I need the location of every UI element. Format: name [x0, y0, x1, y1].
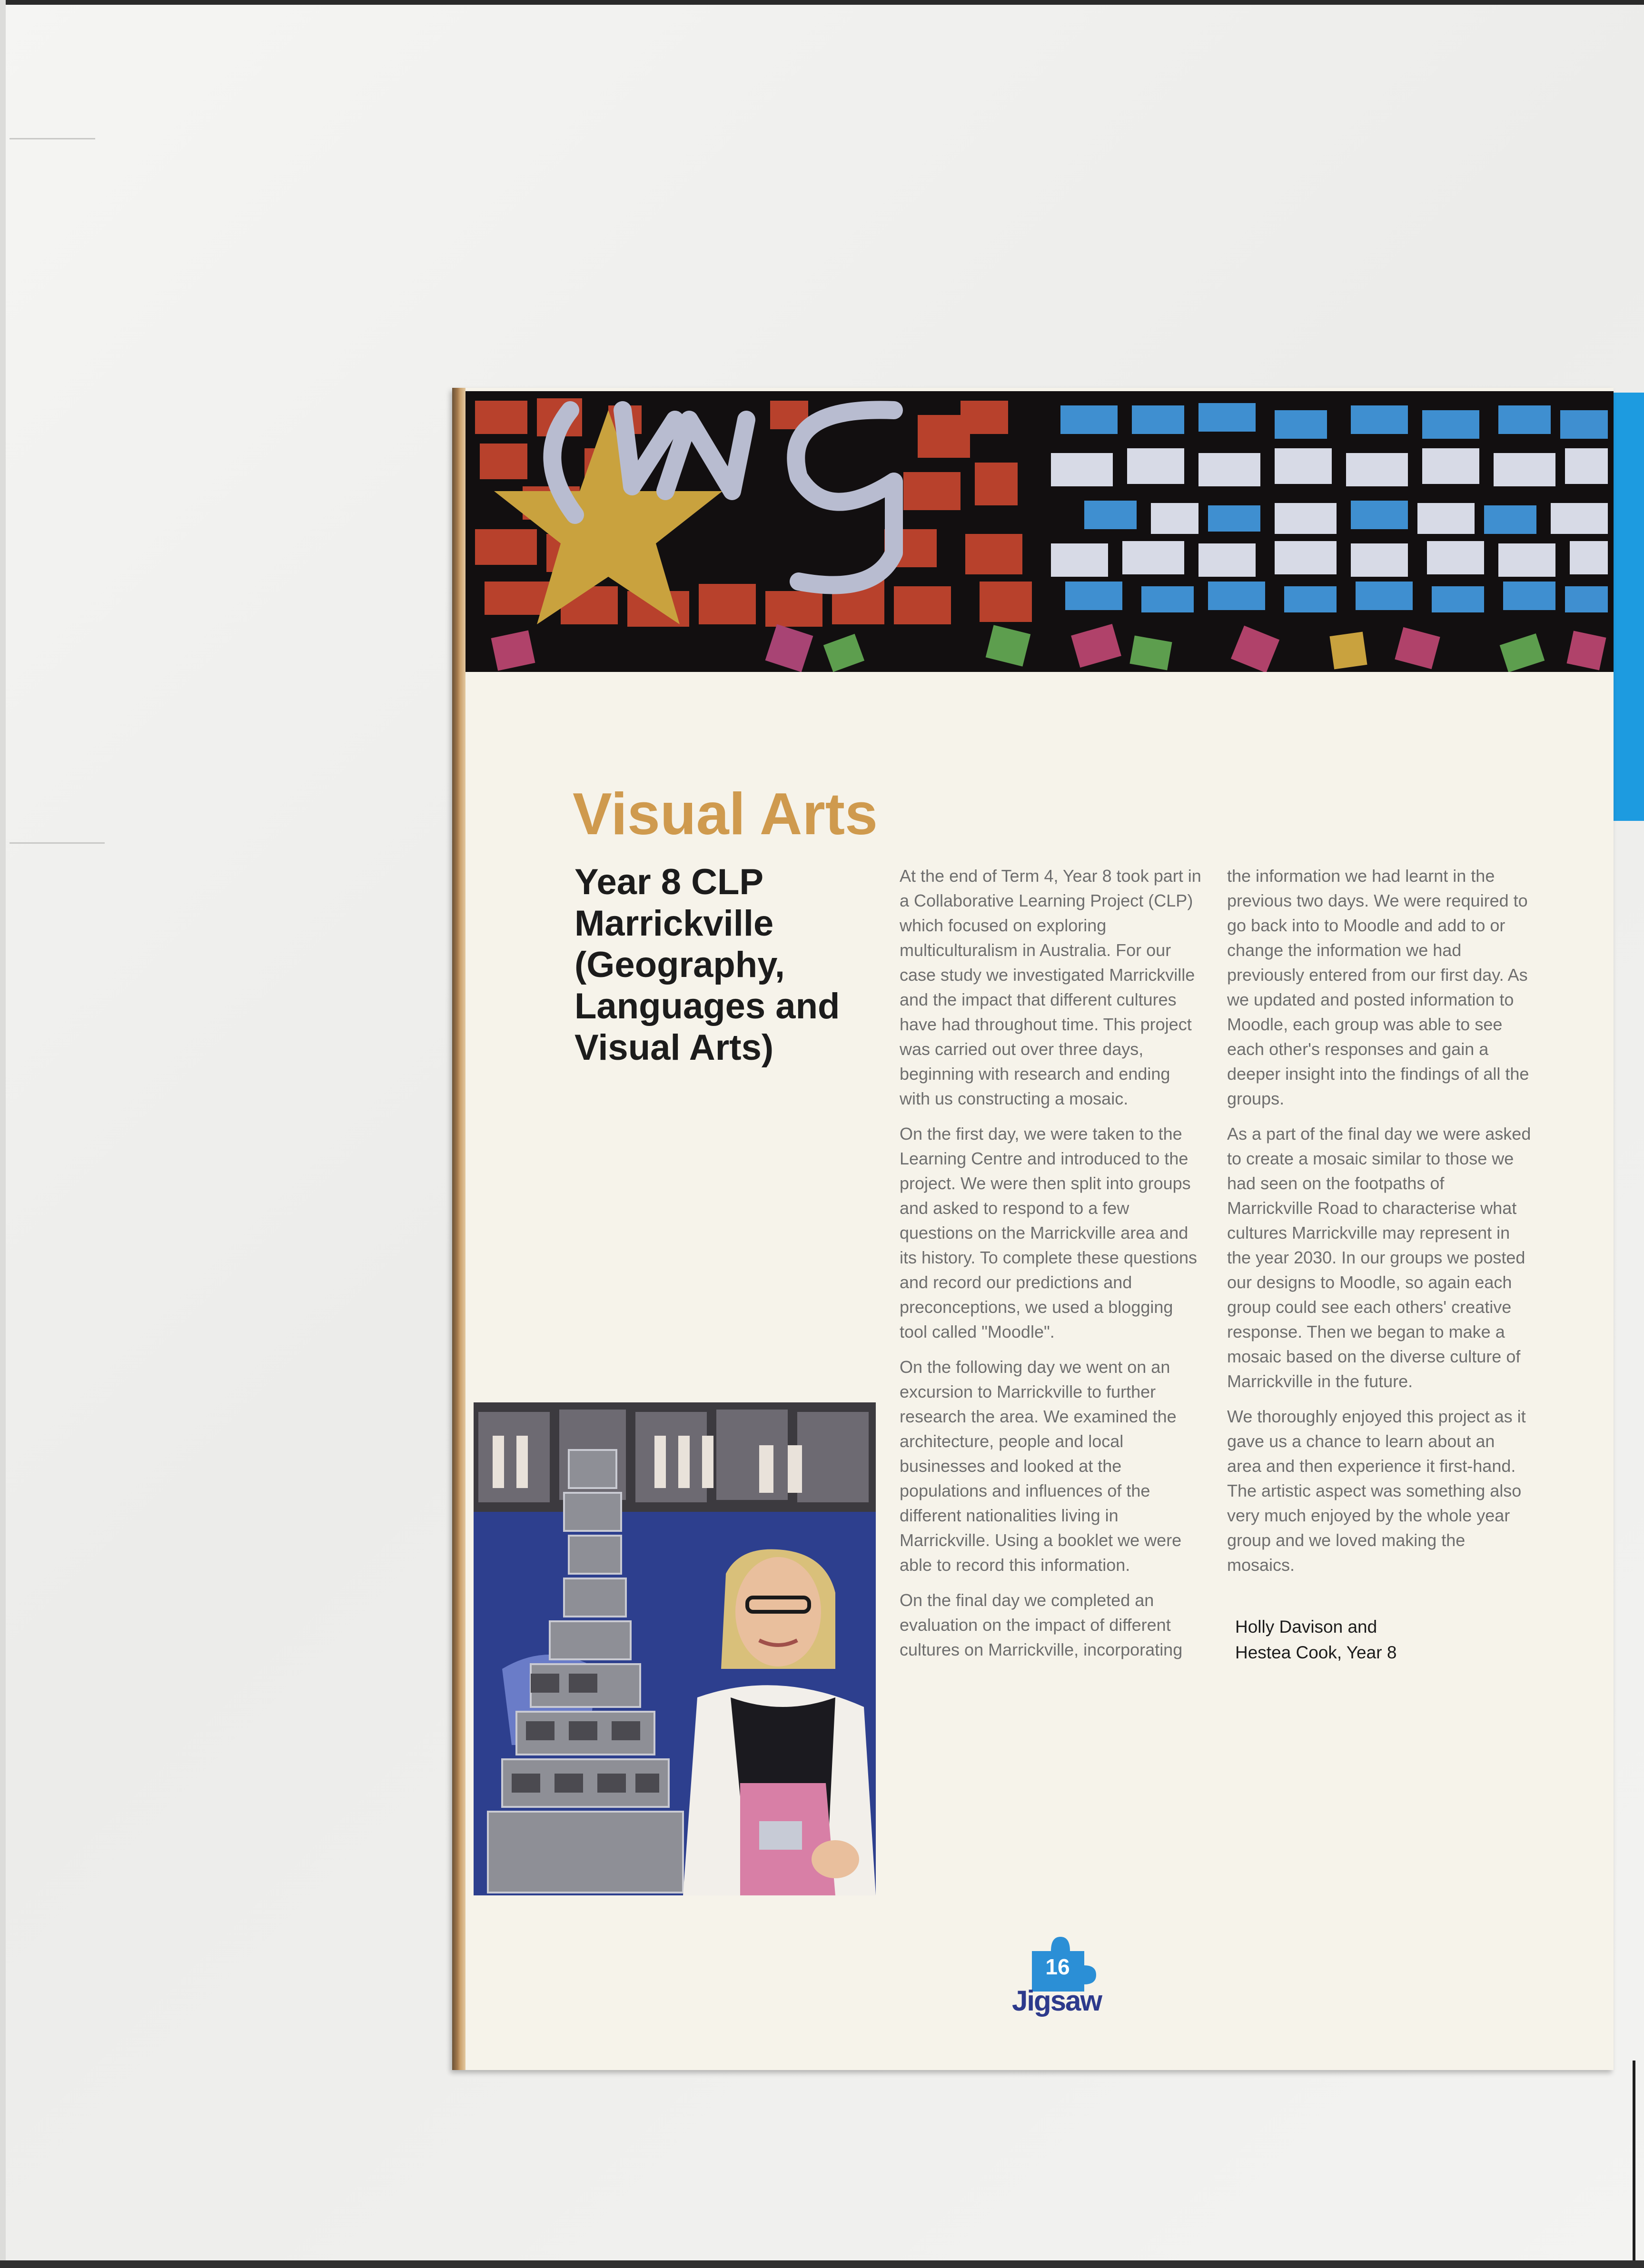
- subheading-line: Year 8 CLP: [574, 862, 764, 902]
- byline-line: Holly Davison and: [1235, 1617, 1377, 1637]
- paper-crease: [10, 842, 105, 844]
- byline-line: Hestea Cook, Year 8: [1235, 1643, 1397, 1662]
- scan-top-edge: [0, 0, 1644, 5]
- subheading-line: Marrickville: [574, 903, 774, 944]
- scan-right-edge: [1633, 2061, 1635, 2268]
- paragraph: On the first day, we were taken to the Learning Centre and introduced to the project. We were then split into groups and asked to respond to a few questions on the Marrickville area and its history. To complete these questions and record our predictions and preconceptions, we used a blogging tool called "Moodle".: [900, 1124, 1197, 1341]
- photo-illustration: [474, 1402, 876, 1895]
- jigsaw-wordmark: Jigsaw: [1012, 1985, 1102, 2017]
- scan-bottom-edge: [0, 2260, 1644, 2268]
- page-number: 16: [1045, 1954, 1070, 1979]
- paper-crease: [10, 138, 95, 139]
- paragraph: the information we had learnt in the previous two days. We were required to go back into to Moodle and add to or change the information we had previously entered from our first day. As we updated and posted information to Moodle, each group was able to see each other's responses and gain a deeper insight into the findings of all the groups.: [1227, 866, 1529, 1108]
- paragraph: At the end of Term 4, Year 8 took part in a Collaborative Learning Project (CLP) which focused on exploring multiculturalism in Australia. For our case study we investigated Marrickville and the impact that different cultures have had throughout time. This project was carried out over three days, beginning with research and ending with us constructing a mosaic.: [900, 866, 1201, 1108]
- author-byline: [1235, 1614, 1502, 1666]
- paragraph: On the final day we completed an evaluation on the impact of different cultures on Marrickville, incorporating: [900, 1590, 1183, 1659]
- paragraph: On the following day we went on an excursion to Marrickville to further research the area. We examined the architecture, people and local businesses and looked at the populations and influences of the different nationalities living in Marrickville. Using a booklet we were able to record this information.: [900, 1357, 1182, 1575]
- blue-page-tab: [1613, 393, 1644, 821]
- text-column-2: [1227, 864, 1532, 1588]
- mosaic-banner-art: [465, 391, 1614, 672]
- paragraph: As a part of the final day we were asked to create a mosaic similar to those we had seen on the footpaths of Marrickville Road to characterise what cultures Marrickville may represent in the year 2030. In our groups we posted our designs to Moodle, so again each group could see each others' creative response. Then we began to make a mosaic based on the diverse culture of Marrickville in the future.: [1227, 1124, 1531, 1391]
- subheading-line: Languages and: [574, 986, 840, 1026]
- article-subheading: [574, 861, 860, 1068]
- teacher-photo: [474, 1402, 876, 1895]
- mosaic-banner: [465, 391, 1614, 672]
- text-column-1: [900, 864, 1204, 1673]
- subheading-line: Visual Arts): [574, 1027, 774, 1068]
- paragraph: We thoroughly enjoyed this project as it gave us a chance to learn about an area and then experience it first-hand. The artistic aspect was something also very much enjoyed by the whole year group and we loved making the mosaics.: [1227, 1407, 1526, 1575]
- jigsaw-logo: [1008, 1932, 1113, 2022]
- page-heading: Visual Arts: [573, 781, 878, 847]
- scan-left-edge: [0, 0, 6, 2268]
- subheading-line: (Geography,: [574, 945, 785, 985]
- page-binding-edge: [452, 388, 465, 2070]
